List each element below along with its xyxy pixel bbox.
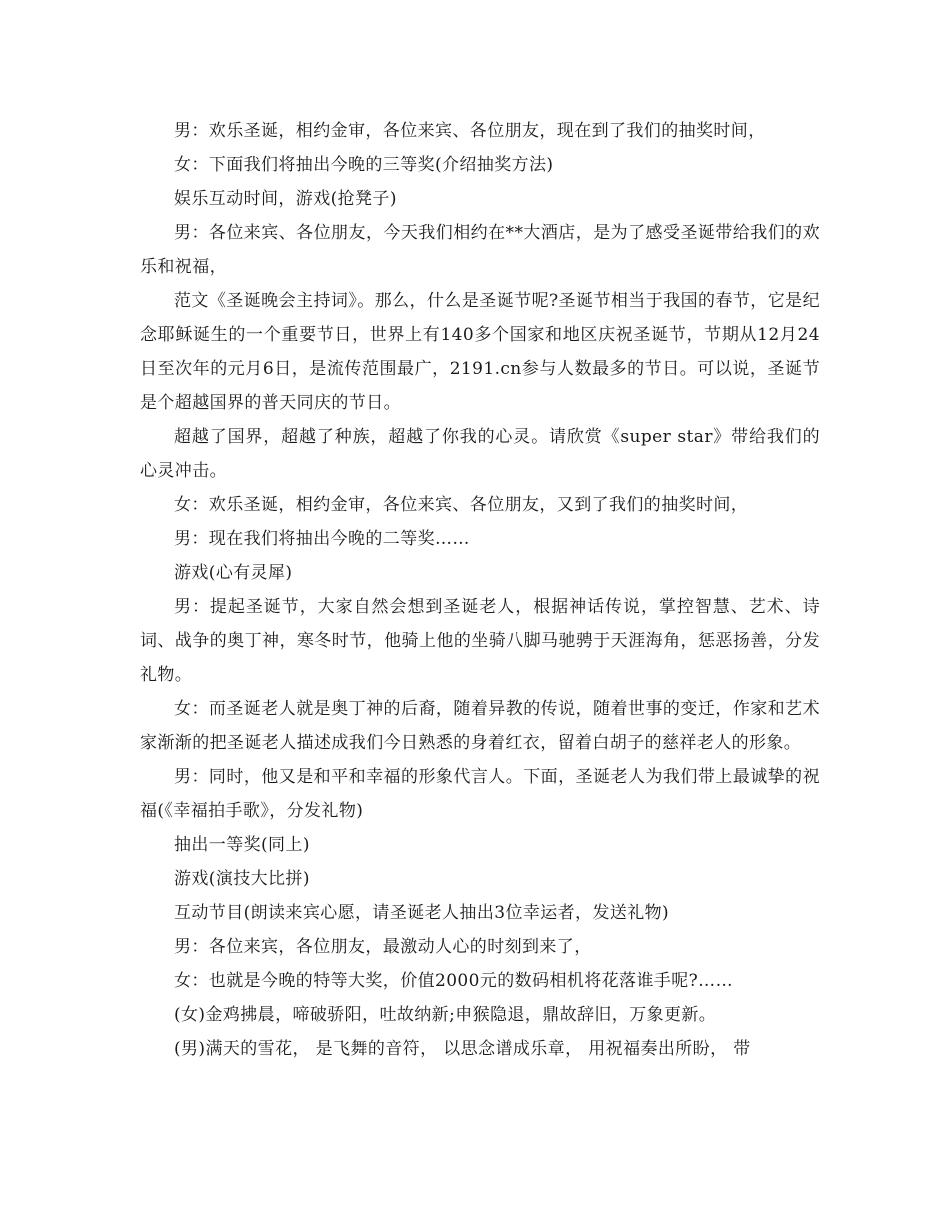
document-body (140, 114, 820, 1066)
paragraph: 女：欢乐圣诞，相约金审，各位来宾、各位朋友，又到了我们的抽奖时间， (174, 495, 749, 515)
paragraph: 男：提起圣诞节，大家自然会想到圣诞老人，根据神话传说，掌控智慧、艺术、诗词、战争的奥丁神，寒冬时节，他骑上他的坐骑八脚马驰骋于天涯海角，惩恶扬善，分发礼物。 (140, 597, 820, 685)
paragraph: 男：各位来宾，各位朋友，最激动人心的时刻到来了， (174, 937, 592, 957)
paragraph: 抽出一等奖(同上) (174, 835, 310, 855)
paragraph: 女：而圣诞老人就是奥丁神的后裔，随着异教的传说，随着世事的变迁，作家和艺术家渐渐的把圣诞老人描述成我们今日熟悉的身着红衣，留着白胡子的慈祥老人的形象。 (140, 699, 820, 753)
paragraph: (女)金鸡拂晨，啼破骄阳，吐故纳新;申猴隐退，鼎故辞旧，万象更新。 (174, 1005, 717, 1025)
paragraph: 女：也就是今晚的特等大奖，价值2000元的数码相机将花落谁手呢?…… (174, 971, 733, 991)
paragraph: 娱乐互动时间，游戏(抢凳子) (174, 189, 397, 209)
paragraph: 游戏(心有灵犀) (174, 563, 293, 583)
paragraph: 男：欢乐圣诞，相约金审，各位来宾、各位朋友，现在到了我们的抽奖时间， (174, 121, 766, 141)
paragraph: 范文《圣诞晚会主持词》。那么，什么是圣诞节呢?圣诞节相当于我国的春节，它是纪念耶稣诞生的一个重要节日，世界上有140多个国家和地区庆祝圣诞节，节期从12月24日至次年的元月6日，是流传范围最广，2191.cn参与人数最多的节日。可以说，圣诞节是个超越国界的普天同庆的节日。 (140, 291, 820, 413)
paragraph: 超越了国界，超越了种族，超越了你我的心灵。请欣赏《super star》带给我们的心灵冲击。 (140, 427, 820, 481)
paragraph: 男：同时，他又是和平和幸福的形象代言人。下面，圣诞老人为我们带上最诚挚的祝福(《幸福拍手歌》，分发礼物) (140, 767, 820, 821)
paragraph: (男)满天的雪花， 是飞舞的音符， 以思念谱成乐章， 用祝福奏出所盼， 带 (174, 1039, 751, 1059)
paragraph: 游戏(演技大比拼) (174, 869, 310, 889)
paragraph: 男：现在我们将抽出今晚的二等奖…… (174, 529, 470, 549)
paragraph: 女：下面我们将抽出今晚的三等奖(介绍抽奖方法) (174, 155, 554, 175)
paragraph: 互动节目(朗读来宾心愿，请圣诞老人抽出3位幸运者，发送礼物) (174, 903, 670, 923)
paragraph: 男：各位来宾、各位朋友，今天我们相约在**大酒店，是为了感受圣诞带给我们的欢乐和祝福， (140, 223, 820, 277)
